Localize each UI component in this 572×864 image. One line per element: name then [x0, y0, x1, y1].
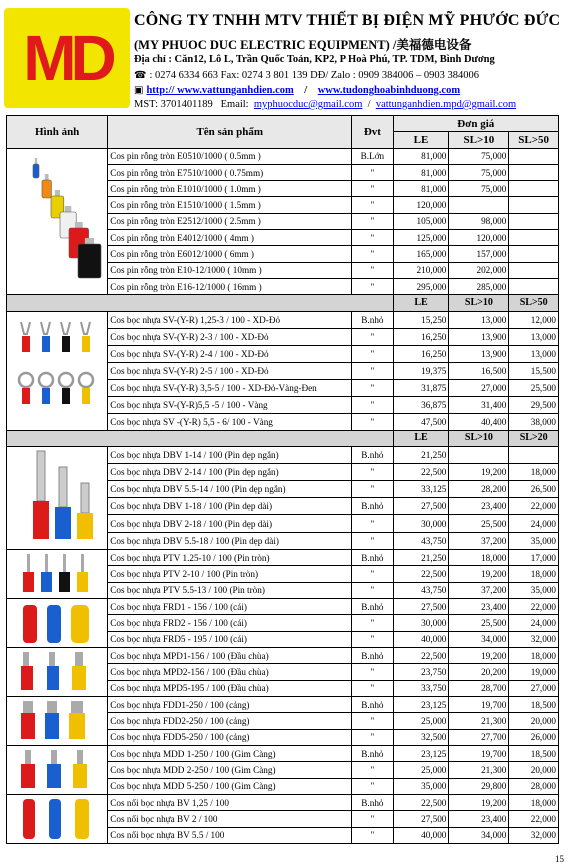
price-tier-2: [509, 164, 559, 180]
price-le: 30,000: [393, 515, 449, 532]
product-name: Cos bọc nhựa SV -(Y-R) 5,5 - 6/ 100 - Vàng: [108, 413, 352, 430]
price-tier-1: 75,000: [449, 164, 509, 180]
price-tier-2: 26,500: [509, 481, 559, 498]
product-name: Cos bọc nhựa MPD1-156 / 100 (Đầu chùa): [108, 647, 352, 663]
price-tier-1: 27,000: [449, 379, 509, 396]
unit: B.nhỏ: [352, 696, 393, 712]
price-tier-1: 34,000: [449, 631, 509, 647]
price-le: 16,250: [393, 328, 449, 345]
product-name: Cos pin rỗng tròn E2512/1000 ( 2.5mm ): [108, 213, 352, 229]
table-row: [7, 549, 559, 565]
product-name: Cos bọc nhựa PTV 5.5-13 / 100 (Pin tròn): [108, 582, 352, 598]
price-tier-2: [509, 262, 559, 278]
price-tier-1: 40,400: [449, 413, 509, 430]
product-name: Cos pin rỗng tròn E16-12/1000 ( 16mm ): [108, 278, 352, 294]
unit: ": [352, 362, 393, 379]
table-row: [7, 148, 559, 164]
price-le: 165,000: [393, 246, 449, 262]
price-le: 31,875: [393, 379, 449, 396]
price-le: 16,250: [393, 345, 449, 362]
product-name: Cos bọc nhựa DBV 5.5-14 / 100 (Pin dẹp ngắn): [108, 481, 352, 498]
product-image: [7, 311, 108, 430]
product-name: Cos bọc nhựa MPD5-195 / 100 (Đầu chùa): [108, 680, 352, 696]
product-name: Cos bọc nhựa SV-(Y-R)5,5 -5 / 100 - Vàng: [108, 396, 352, 413]
price-tier-1: [449, 446, 509, 463]
price-tier-1: 16,500: [449, 362, 509, 379]
price-tier-1: 75,000: [449, 181, 509, 197]
computer-icon: ▣: [134, 85, 144, 96]
unit: ": [352, 328, 393, 345]
price-le: 40,000: [393, 631, 449, 647]
product-name: Cos bọc nhựa DBV 5.5-18 / 100 (Pin dẹp dài): [108, 532, 352, 549]
product-name: Cos bọc nhựa SV-(Y-R) 2-5 / 100 - XD-Đỏ: [108, 362, 352, 379]
price-tier-1: 19,200: [449, 794, 509, 810]
col-header-sl10: SL>10: [449, 132, 509, 148]
unit: ": [352, 246, 393, 262]
price-tier-1: 21,300: [449, 762, 509, 778]
price-tier-2: 13,000: [509, 345, 559, 362]
product-name: Cos nối bọc nhựa BV 5.5 / 100: [108, 827, 352, 843]
price-tier-1: 120,000: [449, 230, 509, 246]
product-image: [7, 598, 108, 647]
unit: B.nhỏ: [352, 549, 393, 565]
table-row: [7, 446, 559, 463]
company-websites: [134, 85, 460, 96]
unit: ": [352, 181, 393, 197]
table-row: [7, 745, 559, 761]
product-name: Cos bọc nhựa DBV 2-14 / 100 (Pin dẹp ngắn): [108, 464, 352, 481]
price-le: 21,250: [393, 549, 449, 565]
price-tier-2: 32,000: [509, 827, 559, 843]
email-link-1[interactable]: myphuocduc@gmail.com: [253, 99, 363, 110]
price-tier-2: 28,000: [509, 778, 559, 794]
price-le: 32,500: [393, 729, 449, 745]
unit: ": [352, 396, 393, 413]
product-image: [7, 696, 108, 745]
price-le: 19,375: [393, 362, 449, 379]
price-tier-2: 18,500: [509, 696, 559, 712]
price-le: 23,125: [393, 745, 449, 761]
unit: B.nhỏ: [352, 794, 393, 810]
price-tier-2: 25,500: [509, 379, 559, 396]
price-tier-1: 202,000: [449, 262, 509, 278]
table-row: [7, 311, 559, 328]
product-name: Cos bọc nhựa FDD2-250 / 100 (cảng): [108, 713, 352, 729]
price-tier-1: 285,000: [449, 278, 509, 294]
price-le: 81,000: [393, 148, 449, 164]
price-tier-1: 20,200: [449, 664, 509, 680]
price-le: 27,500: [393, 598, 449, 614]
price-tier-1: 25,500: [449, 615, 509, 631]
table-row: [7, 794, 559, 810]
website-link-1[interactable]: http:// www.vattunganhdien.com: [146, 85, 294, 96]
price-tier-2: 18,000: [509, 647, 559, 663]
website-separator: /: [304, 85, 308, 96]
product-name: Cos bọc nhựa FRD5 - 195 / 100 (cái): [108, 631, 352, 647]
unit: B.nhỏ: [352, 745, 393, 761]
unit: ": [352, 464, 393, 481]
price-tier-2: 22,000: [509, 498, 559, 515]
price-tier-2: 18,500: [509, 745, 559, 761]
price-tier-1: 23,400: [449, 598, 509, 614]
price-tier-2: 29,500: [509, 396, 559, 413]
product-name: Cos bọc nhựa MPD2-156 / 100 (Đầu chùa): [108, 664, 352, 680]
price-tier-2: 22,000: [509, 598, 559, 614]
product-name: Cos bọc nhựa MDD 1-250 / 100 (Gim Càng): [108, 745, 352, 761]
price-tier-1: 27,700: [449, 729, 509, 745]
price-le: 36,875: [393, 396, 449, 413]
price-le: 43,750: [393, 582, 449, 598]
phone-icon: ☎: [134, 70, 147, 81]
col-header-sl50: SL>50: [509, 132, 559, 148]
product-name: Cos pin rỗng tròn E4012/1000 ( 4mm ): [108, 230, 352, 246]
price-tier-1: 25,500: [449, 515, 509, 532]
price-le: 81,000: [393, 164, 449, 180]
price-tier-1: 157,000: [449, 246, 509, 262]
price-le: 47,500: [393, 413, 449, 430]
price-tier-2: [509, 446, 559, 463]
price-tier-1: 19,700: [449, 696, 509, 712]
price-le: 33,125: [393, 481, 449, 498]
price-tier-2: [509, 197, 559, 213]
product-name: Cos pin rỗng tròn E1510/1000 ( 1.5mm ): [108, 197, 352, 213]
unit: ": [352, 515, 393, 532]
price-tier-1: 23,400: [449, 811, 509, 827]
subheader-cell: SL>50: [509, 295, 559, 311]
price-tier-1: 28,200: [449, 481, 509, 498]
price-tier-2: 15,500: [509, 362, 559, 379]
product-name: Cos bọc nhựa DBV 2-18 / 100 (Pin dẹp dài): [108, 515, 352, 532]
price-tier-1: 28,700: [449, 680, 509, 696]
unit: ": [352, 811, 393, 827]
price-tier-2: 13,000: [509, 328, 559, 345]
col-header-image: Hình ảnh: [7, 116, 108, 149]
unit: ": [352, 379, 393, 396]
price-tier-2: 24,000: [509, 615, 559, 631]
unit: ": [352, 481, 393, 498]
product-name: Cos bọc nhựa FRD2 - 156 / 100 (cái): [108, 615, 352, 631]
company-name-en: (MY PHUOC DUC ELECTRIC EQUIPMENT) /美福德电设备: [134, 38, 472, 52]
unit: ": [352, 713, 393, 729]
unit: B.nhỏ: [352, 498, 393, 515]
price-le: 22,500: [393, 566, 449, 582]
price-tier-2: 17,000: [509, 549, 559, 565]
price-le: 120,000: [393, 197, 449, 213]
email-separator: /: [367, 99, 371, 110]
unit: ": [352, 278, 393, 294]
unit: B.nhỏ: [352, 311, 393, 328]
product-image: [7, 647, 108, 696]
price-tier-2: 32,000: [509, 631, 559, 647]
price-tier-1: 31,400: [449, 396, 509, 413]
price-le: 81,000: [393, 181, 449, 197]
product-name: Cos bọc nhựa PTV 1.25-10 / 100 (Pin tròn): [108, 549, 352, 565]
price-le: 23,125: [393, 696, 449, 712]
table-row: [7, 696, 559, 712]
unit: B.nhỏ: [352, 598, 393, 614]
phone-text: : 0274 6334 663 Fax: 0274 3 801 139 DĐ/ Zalo : 0909 384006 – 0903 384006: [149, 70, 480, 81]
product-name: Cos bọc nhựa SV-(Y-R) 1,25-3 / 100 - XD-Đỏ: [108, 311, 352, 328]
product-name: Cos pin rỗng tròn E1010/1000 ( 1.0mm ): [108, 181, 352, 197]
price-tier-1: [449, 197, 509, 213]
subheader-cell: LE: [393, 295, 449, 311]
unit: ": [352, 778, 393, 794]
company-mst-email: [134, 99, 516, 110]
price-tier-2: [509, 181, 559, 197]
subheader-cell: SL>10: [449, 295, 509, 311]
price-tier-1: 13,900: [449, 328, 509, 345]
price-tier-2: 38,000: [509, 413, 559, 430]
price-tier-2: 24,000: [509, 515, 559, 532]
price-tier-2: [509, 230, 559, 246]
unit: ": [352, 213, 393, 229]
price-le: 22,500: [393, 647, 449, 663]
price-tier-1: 13,900: [449, 345, 509, 362]
price-tier-1: 21,300: [449, 713, 509, 729]
price-le: 30,000: [393, 615, 449, 631]
table-row: [7, 647, 559, 663]
company-logo: [4, 8, 130, 108]
company-name: CÔNG TY TNHH MTV THIẾT BỊ ĐIỆN MỸ PHƯỚC ĐỨC: [134, 12, 561, 29]
product-name: Cos nối bọc nhựa BV 1,25 / 100: [108, 794, 352, 810]
price-tier-2: 35,000: [509, 532, 559, 549]
price-tier-1: 37,200: [449, 532, 509, 549]
price-le: 21,250: [393, 446, 449, 463]
price-tier-1: 29,800: [449, 778, 509, 794]
product-name: Cos pin rỗng tròn E7510/1000 ( 0.75mm): [108, 164, 352, 180]
unit: ": [352, 664, 393, 680]
price-tier-2: 18,000: [509, 794, 559, 810]
price-tier-1: 98,000: [449, 213, 509, 229]
subheader-cell: LE: [393, 430, 449, 446]
product-name: Cos pin rỗng tròn E10-12/1000 ( 10mm ): [108, 262, 352, 278]
product-name: Cos bọc nhựa MDD 5-250 / 100 (Gim Càng): [108, 778, 352, 794]
price-le: 35,000: [393, 778, 449, 794]
price-tier-2: 26,000: [509, 729, 559, 745]
price-tier-2: [509, 278, 559, 294]
page-number: 15: [555, 854, 564, 864]
price-tier-1: 19,200: [449, 647, 509, 663]
price-le: 210,000: [393, 262, 449, 278]
unit: ": [352, 631, 393, 647]
price-tier-1: 37,200: [449, 582, 509, 598]
unit: ": [352, 680, 393, 696]
price-tier-2: 22,000: [509, 811, 559, 827]
product-name: Cos bọc nhựa DBV 1-18 / 100 (Pin dẹp dài): [108, 498, 352, 515]
product-image: [7, 446, 108, 549]
price-le: 125,000: [393, 230, 449, 246]
price-le: 295,000: [393, 278, 449, 294]
product-name: Cos bọc nhựa FDD1-250 / 100 (cảng): [108, 696, 352, 712]
price-le: 25,000: [393, 713, 449, 729]
unit: B.nhỏ: [352, 647, 393, 663]
product-image: [7, 148, 108, 295]
price-le: 105,000: [393, 213, 449, 229]
price-table: [6, 115, 559, 844]
unit: B.Lớn: [352, 148, 393, 164]
tax-code: MST: 3701401189: [134, 99, 213, 110]
price-tier-2: 20,000: [509, 762, 559, 778]
price-subheader-row: [7, 295, 559, 311]
logo-text: MD: [23, 22, 111, 94]
email-label: Email:: [220, 99, 249, 110]
subheader-blank: [7, 295, 394, 311]
price-tier-1: 19,200: [449, 566, 509, 582]
table-row: [7, 598, 559, 614]
price-tier-2: [509, 213, 559, 229]
price-tier-2: 27,000: [509, 680, 559, 696]
product-name: Cos pin rỗng tròn E6012/1000 ( 6mm ): [108, 246, 352, 262]
unit: ": [352, 197, 393, 213]
price-tier-1: 34,000: [449, 827, 509, 843]
subheader-cell: SL>10: [449, 430, 509, 446]
price-tier-2: 18,000: [509, 464, 559, 481]
col-header-unit: Đvt: [352, 116, 393, 149]
product-name: Cos bọc nhựa SV-(Y-R) 2-3 / 100 - XD-Đỏ: [108, 328, 352, 345]
company-phone: [134, 70, 479, 81]
subheader-blank: [7, 430, 394, 446]
col-header-name: Tên sản phẩm: [108, 116, 352, 149]
price-tier-2: 19,000: [509, 664, 559, 680]
price-tier-2: [509, 148, 559, 164]
price-le: 27,500: [393, 498, 449, 515]
price-le: 43,750: [393, 532, 449, 549]
company-address: Địa chỉ : Căn12, Lô L, Trần Quốc Toản, KP2, P Hoà Phú, TP. TDM, Bình Dương: [134, 54, 495, 65]
unit: ": [352, 762, 393, 778]
product-name: Cos bọc nhựa FDD5-250 / 100 (cảng): [108, 729, 352, 745]
unit: ": [352, 566, 393, 582]
product-image: [7, 549, 108, 598]
unit: ": [352, 615, 393, 631]
product-name: Cos nối bọc nhựa BV 2 / 100: [108, 811, 352, 827]
unit: ": [352, 827, 393, 843]
product-name: Cos bọc nhựa FRD1 - 156 / 100 (cái): [108, 598, 352, 614]
product-name: Cos bọc nhựa MDD 2-250 / 100 (Gim Càng): [108, 762, 352, 778]
product-image: [7, 794, 108, 843]
product-name: Cos bọc nhựa SV-(Y-R) 2-4 / 100 - XD-Đỏ: [108, 345, 352, 362]
price-tier-2: 35,000: [509, 582, 559, 598]
product-name: Cos bọc nhựa SV-(Y-R) 3,5-5 / 100 - XD-Đỏ-Vàng-Đen: [108, 379, 352, 396]
unit: B.nhỏ: [352, 446, 393, 463]
unit: ": [352, 345, 393, 362]
price-le: 22,500: [393, 794, 449, 810]
price-tier-1: 75,000: [449, 148, 509, 164]
price-tier-1: 19,200: [449, 464, 509, 481]
unit: ": [352, 729, 393, 745]
price-le: 25,000: [393, 762, 449, 778]
price-le: 27,500: [393, 811, 449, 827]
price-le: 23,750: [393, 664, 449, 680]
price-le: 33,750: [393, 680, 449, 696]
price-subheader-row: [7, 430, 559, 446]
subheader-cell: SL>20: [509, 430, 559, 446]
unit: ": [352, 164, 393, 180]
price-le: 15,250: [393, 311, 449, 328]
product-name: Cos bọc nhựa PTV 2-10 / 100 (Pin tròn): [108, 566, 352, 582]
price-tier-1: 18,000: [449, 549, 509, 565]
letterhead: [0, 0, 572, 113]
price-tier-1: 13,000: [449, 311, 509, 328]
price-tier-1: 23,400: [449, 498, 509, 515]
product-name: Cos pin rỗng tròn E0510/1000 ( 0.5mm ): [108, 148, 352, 164]
unit: ": [352, 413, 393, 430]
price-tier-2: [509, 246, 559, 262]
unit: ": [352, 262, 393, 278]
price-tier-2: 18,000: [509, 566, 559, 582]
price-le: 40,000: [393, 827, 449, 843]
product-image: [7, 745, 108, 794]
price-tier-1: 19,700: [449, 745, 509, 761]
price-tier-2: 20,000: [509, 713, 559, 729]
price-tier-2: 12,000: [509, 311, 559, 328]
unit: ": [352, 230, 393, 246]
col-header-le: LE: [393, 132, 449, 148]
unit: ": [352, 582, 393, 598]
website-link-2[interactable]: www.tudonghoabinhduong.com: [317, 85, 461, 96]
email-link-2[interactable]: vattunganhdien.mpd@gmail.com: [375, 99, 517, 110]
unit: ": [352, 532, 393, 549]
col-header-price: Đơn giá: [393, 116, 558, 132]
product-name: Cos bọc nhựa DBV 1-14 / 100 (Pin dẹp ngắn): [108, 446, 352, 463]
price-le: 22,500: [393, 464, 449, 481]
